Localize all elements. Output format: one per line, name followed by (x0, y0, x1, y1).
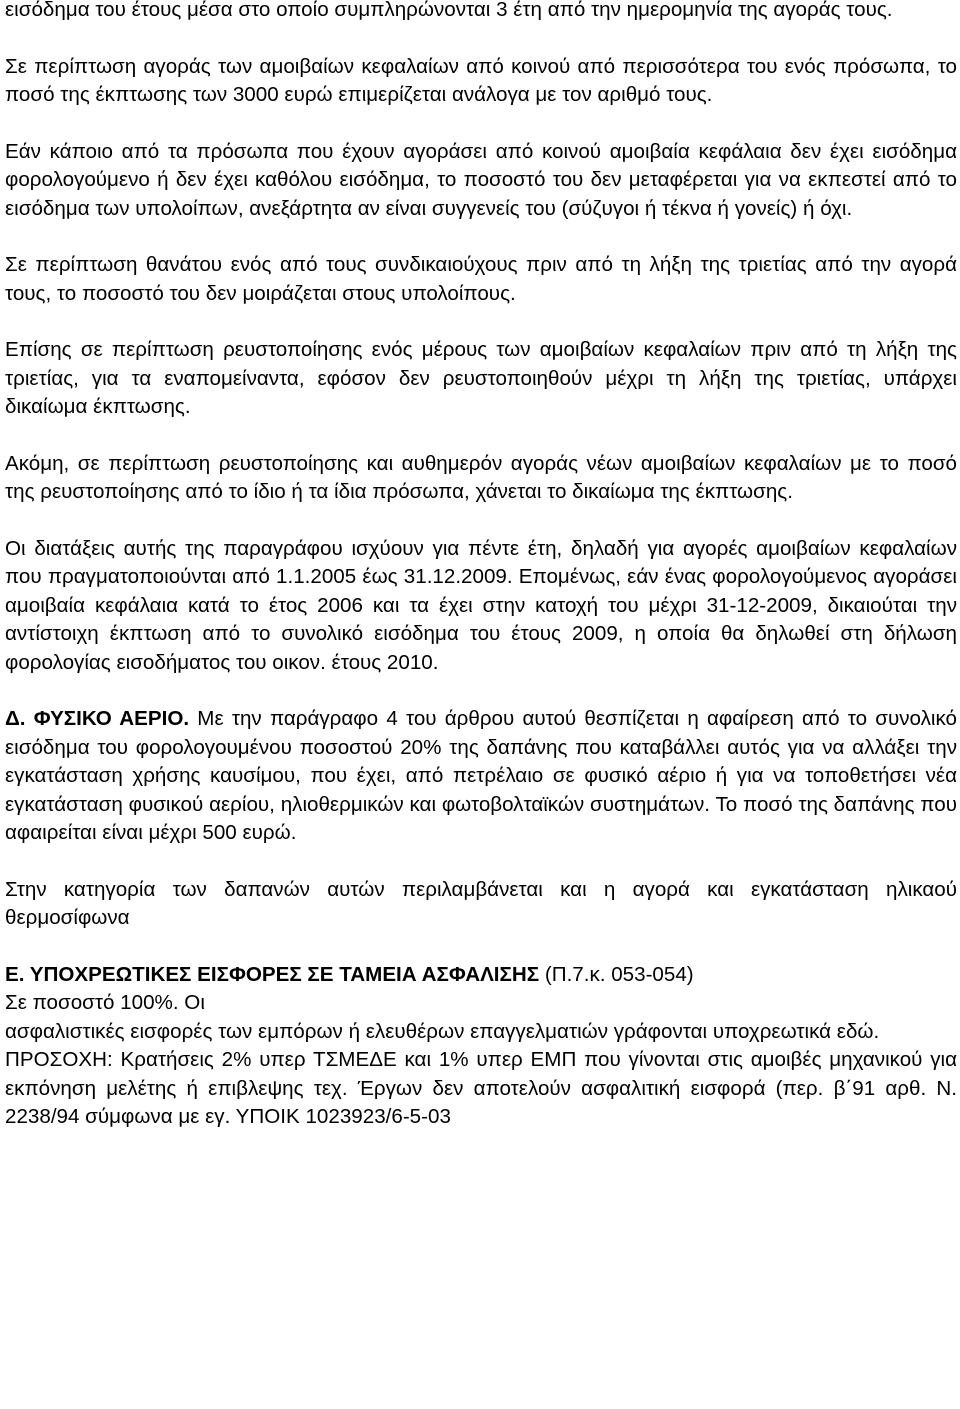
paragraph-validity-period: Οι διατάξεις αυτής της παραγράφου ισχύουν για πέντε έτη, δηλαδή για αγορές αμοιβαίων κεφαλαίων που πραγματοποιούνται από 1.1.2005 έως 31.12.2009. Επομένως, εάν ένας φορολογούμενος αγοράσει αμοιβαία κεφάλαια κατά το έτος 2006 και τα έχει στην κατοχή του μέχρι 31-12-2009, δικαιούται την αντίστοιχη έκπτωση από το συνολικό εισόδημα του έτους 2009, η οποία θα δηλωθεί στη δήλωση φορολογίας εισοδήματος του οικον. έτους 2010. (5, 536, 957, 674)
paragraph-joint-purchase: Σε περίπτωση αγοράς των αμοιβαίων κεφαλαίων από κοινού από περισσότερα του ενός πρόσωπα, το ποσό της έκπτωσης των 3000 ευρώ επιμερίζεται ανάλογα με τον αριθμό τους. (5, 54, 957, 106)
section-heading-insurance: Ε. ΥΠΟΧΡΕΩΤΙΚΕΣ ΕΙΣΦΟΡΕΣ ΣΕ ΤΑΜΕΙΑ ΑΣΦΑΛΙΣΗΣ (5, 962, 540, 986)
document-page (5, 0, 957, 1132)
paragraph-same-day-repurchase: Ακόμη, σε περίπτωση ρευστοποίησης και αυθημερόν αγοράς νέων αμοιβαίων κεφαλαίων με το ποσό της ρευστοποίησης από το ίδιο ή τα ίδια πρόσωπα, χάνεται το δικαίωμα της έκπτωσης. (5, 451, 957, 503)
paragraph-solar-heater: Στην κατηγορία των δαπανών αυτών περιλαμβάνεται και η αγορά και εγκατάσταση ηλικαού θερμοσίφωνα (5, 877, 957, 929)
section-heading-natural-gas: Δ. ΦΥΣΙΚΟ ΑΕΡΙΟ. (5, 707, 190, 730)
paragraph-no-income: Εάν κάποιο από τα πρόσωπα που έχουν αγοράσει από κοινού αμοιβαία κεφάλαια δεν έχει εισόδημα φορολογούμενο ή δεν έχει καθόλου εισόδημα, το ποσοστό του δεν μεταφέρεται για να εκπεστεί από το εισόδημα των υπολοίπων, ανεξάρτητα αν είναι συγγενείς του (σύζυγοι ή τέκνα ή γονείς) ή όχι. (5, 139, 957, 220)
insurance-percentage-line: Σε ποσοστό 100%. Οι (5, 991, 205, 1014)
paragraph-income-year: εισόδημα του έτους μέσα στο οποίο συμπληρώνονται 3 έτη από την ημερομηνία της αγοράς τους. (5, 0, 893, 21)
paragraph-attention-note: ΠΡΟΣΟΧΗ: Κρατήσεις 2% υπερ ΤΣΜΕΔΕ και 1% υπερ ΕΜΠ που γίνονται στις αμοιβές μηχανικού για εκπόνηση μελέτης ή επιβλεψης τεχ. Έργων δεν αποτελούν ασφαλιτική εισφορά (περ. β΄91 αρθ. Ν. 2238/94 σύμφωνα με εγ. ΥΠΟΙΚ 1023923/6-5-03 (5, 1048, 957, 1128)
insurance-contributions-text: ασφαλιστικές εισφορές των εμπόρων ή ελευθέρων επαγγελματιών γράφονται υποχρεωτικά εδώ. (5, 1019, 880, 1043)
section-natural-gas (5, 705, 957, 848)
section-insurance-contributions (5, 961, 957, 990)
insurance-form-code: (Π.7.κ. 053-054) (544, 962, 694, 986)
paragraph-death-beneficiary: Σε περίπτωση θανάτου ενός από τους συνδικαιούχους πριν από τη λήξη της τριετίας από την αγορά τους, το ποσοστό του δεν μοιράζεται στους υπολοίπους. (5, 253, 957, 305)
paragraph-partial-liquidation: Επίσης σε περίπτωση ρευστοποίησης ενός μέρους των αμοιβαίων κεφαλαίων πριν από τη λήξη της τριετίας, για τα εναπομείναντα, εφόσον δεν ρευστοποιηθούν μέχρι τη λήξη της τριετίας, υπάρχει δικαίωμα έκπτωσης. (5, 338, 957, 418)
natural-gas-body: Με την παράγραφο 4 του άρθρου αυτού θεσπίζεται η αφαίρεση από το συνολικό εισόδημα του φορολογουμένου ποσοστού 20% της δαπάνης που καταβάλλει αυτός για να αλλάξει την εγκατάσταση χρήσης καυσίμου, που έχει, από πετρέλαιο σε φυσικό αέριο ή για να τοποθετήσει νέα εγκατάσταση φυσικού αερίου, ηλιοθερμικών και φωτοβολταϊκών συστημάτων. Το ποσό της δαπάνης που αφαιρείται είναι μέχρι 500 ευρώ. (5, 707, 957, 844)
